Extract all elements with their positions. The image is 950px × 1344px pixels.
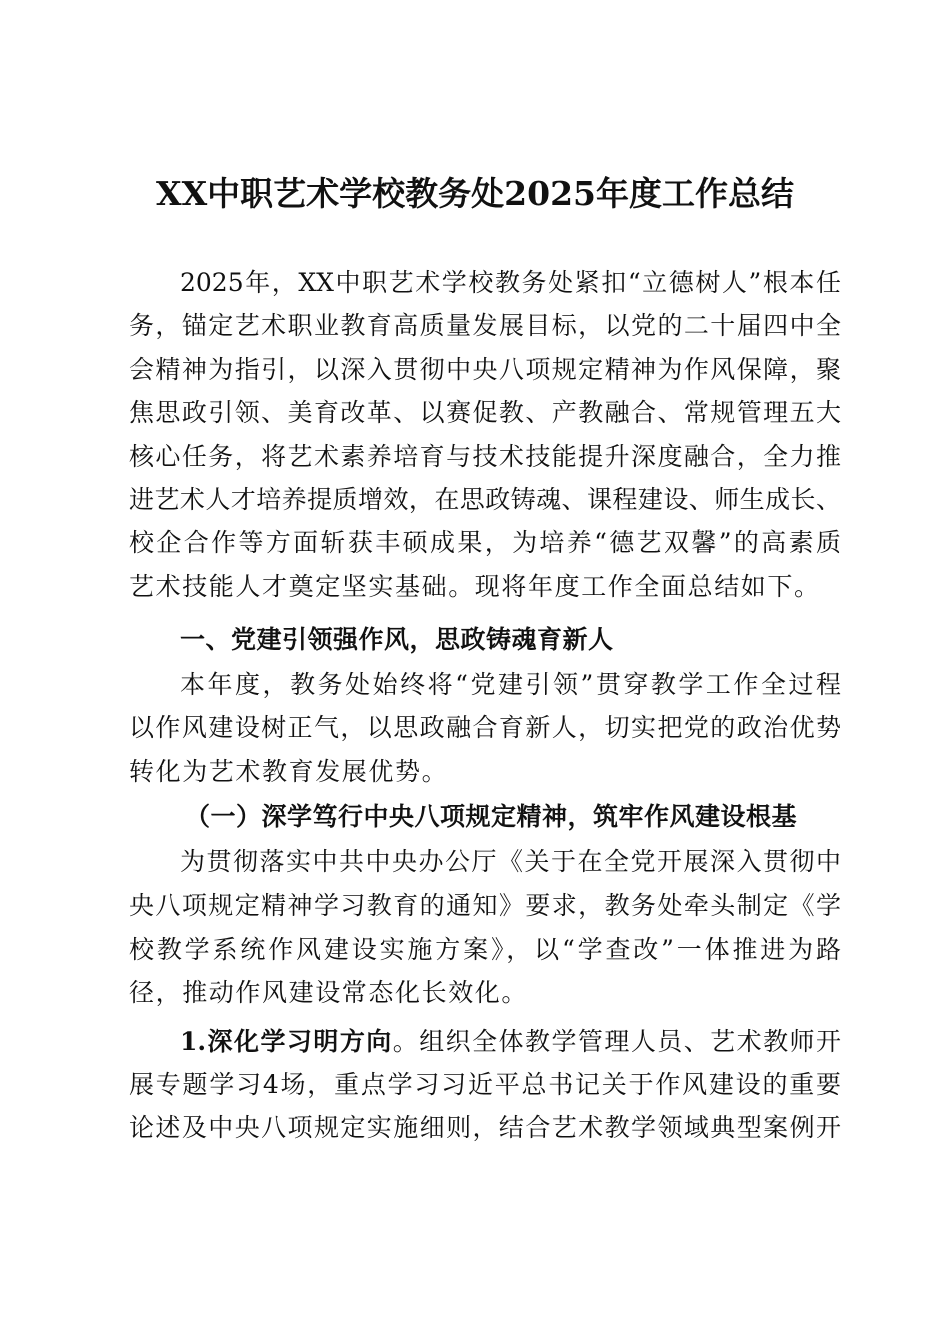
paragraph-line: 展专题学习4场，重点学习习近平总书记关于作风建设的重要 (129, 1070, 841, 1099)
paragraph-line: 校教学系统作风建设实施方案》，以“学查改”一体推进为路 (129, 935, 841, 964)
subsection-heading: （一）深学笃行中央八项规定精神，筑牢作风建设根基 (185, 802, 798, 831)
intro-line: 艺术技能人才奠定坚实基础。现将年度工作全面总结如下。 (129, 572, 821, 601)
intro-line: 进艺术人才培养提质增效，在思政铸魂、课程建设、师生成长、 (129, 485, 841, 514)
item-line (180, 1025, 841, 1059)
paragraph-line: 央八项规定精神学习教育的通知》要求，教务处牵头制定《学 (129, 891, 841, 920)
intro-line: 2025年，XX中职艺术学校教务处紧扣“立德树人”根本任 (180, 268, 841, 297)
paragraph-line: 径，推动作风建设常态化长效化。 (129, 978, 529, 1007)
document-title: XX中职艺术学校教务处2025年度工作总结 (155, 174, 795, 213)
intro-line: 会精神为指引，以深入贯彻中央八项规定精神为作风保障，聚 (129, 355, 841, 384)
intro-line: 核心任务，将艺术素养培育与技术技能提升深度融合，全力推 (129, 442, 841, 471)
paragraph-line: 以作风建设树正气，以思政融合育新人，切实把党的政治优势 (129, 713, 841, 742)
intro-line: 焦思政引领、美育改革、以赛促教、产教融合、常规管理五大 (129, 398, 841, 427)
item-title: 1.深化学习明方向 (180, 1027, 393, 1056)
paragraph-line: 为贯彻落实中共中央办公厅《关于在全党开展深入贯彻中 (180, 847, 841, 876)
intro-line: 务，锚定艺术职业教育高质量发展目标，以党的二十届四中全 (129, 311, 841, 340)
section-heading: 一、党建引领强作风，思政铸魂育新人 (180, 625, 614, 654)
intro-line: 校企合作等方面斩获丰硕成果，为培养“德艺双馨”的高素质 (129, 528, 841, 557)
item-text: 。组织全体教学管理人员、艺术教师开 (392, 1027, 841, 1056)
paragraph-line: 论述及中央八项规定实施细则，结合艺术教学领域典型案例开 (129, 1113, 841, 1142)
paragraph-line: 本年度，教务处始终将“党建引领”贯穿教学工作全过程 (180, 670, 841, 699)
paragraph-line: 转化为艺术教育发展优势。 (129, 757, 449, 786)
